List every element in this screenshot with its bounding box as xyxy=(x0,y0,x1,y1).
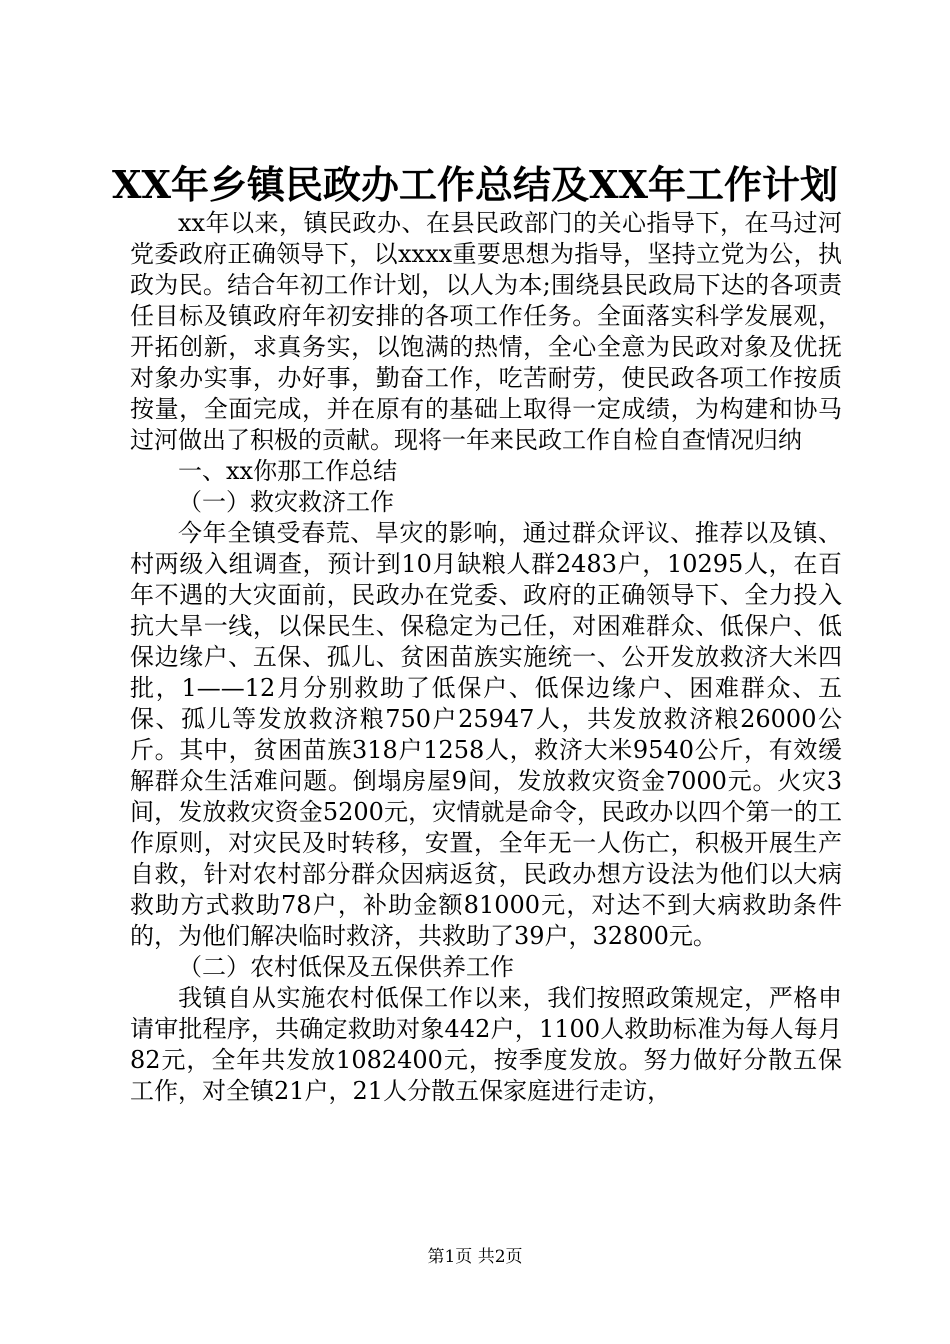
subsection-heading-rural-subsistence: （二）农村低保及五保供养工作 xyxy=(178,953,514,981)
document-body xyxy=(130,208,842,1107)
intro-paragraph: xx年以来，镇民政办、在县民政部门的关心指导下，在马过河党委政府正确领导下，以xxxx重要思想为指导，坚持立党为公，执政为民。结合年初工作计划，以人为本;围绕县民政局下达的各项责任目标及镇政府年初安排的各项工作任务。全面落实科学发展观，开拓创新，求真务实，以饱满的热情，全心全意为民政对象及优抚对象办实事，办好事，勤奋工作，吃苦耐劳，使民政各项工作按质按量，全面完成，并在原有的基础上取得一定成绩，为构建和协马过河做出了积极的贡献。现将一年来民政工作自检自查情况归纳 xyxy=(130,209,842,454)
document-title: XX年乡镇民政办工作总结及XX年工作计划 xyxy=(112,162,838,207)
rural-subsistence-paragraph: 我镇自从实施农村低保工作以来，我们按照政策规定，严格申请审批程序，共确定救助对象442户，1100人救助标准为每人每月82元，全年共发放1082400元，按季度发放。努力做好分散五保工作，对全镇21户，21人分散五保家庭进行走访， xyxy=(130,984,842,1105)
page-footer: 第1页 共2页 xyxy=(427,1247,523,1267)
disaster-relief-paragraph: 今年全镇受春荒、旱灾的影响，通过群众评议、推荐以及镇、村两级入组调查，预计到10月缺粮人群2483户，10295人，在百年不遇的大灾面前，民政办在党委、政府的正确领导下、全力投入抗大旱一线，以保民生、保稳定为己任，对困难群众、低保户、低保边缘户、五保、孤儿、贫困苗族实施统一、公开发放救济大米四批，1——12月分别救助了低保户、低保边缘户、困难群众、五保、孤儿等发放救济粮750户25947人，共发放救济粮26000公斤。其中，贫困苗族318户1258人，救济大米9540公斤，有效缓解群众生活难问题。倒塌房屋9间，发放救灾资金7000元。火灾3间，发放救灾资金5200元，灾情就是命令，民政办以四个第一的工作原则，对灾民及时转移，安置，全年无一人伤亡，积极开展生产自救，针对农村部分群众因病返贫，民政办想方设法为他们以大病救助方式救助78户，补助金额81000元，对达不到大病救助条件的，为他们解决临时救济，共救助了39户，32800元。 xyxy=(130,519,842,950)
subsection-heading-disaster-relief: （一）救灾救济工作 xyxy=(178,488,394,516)
section-heading-summary: 一、xx你那工作总结 xyxy=(178,457,398,485)
